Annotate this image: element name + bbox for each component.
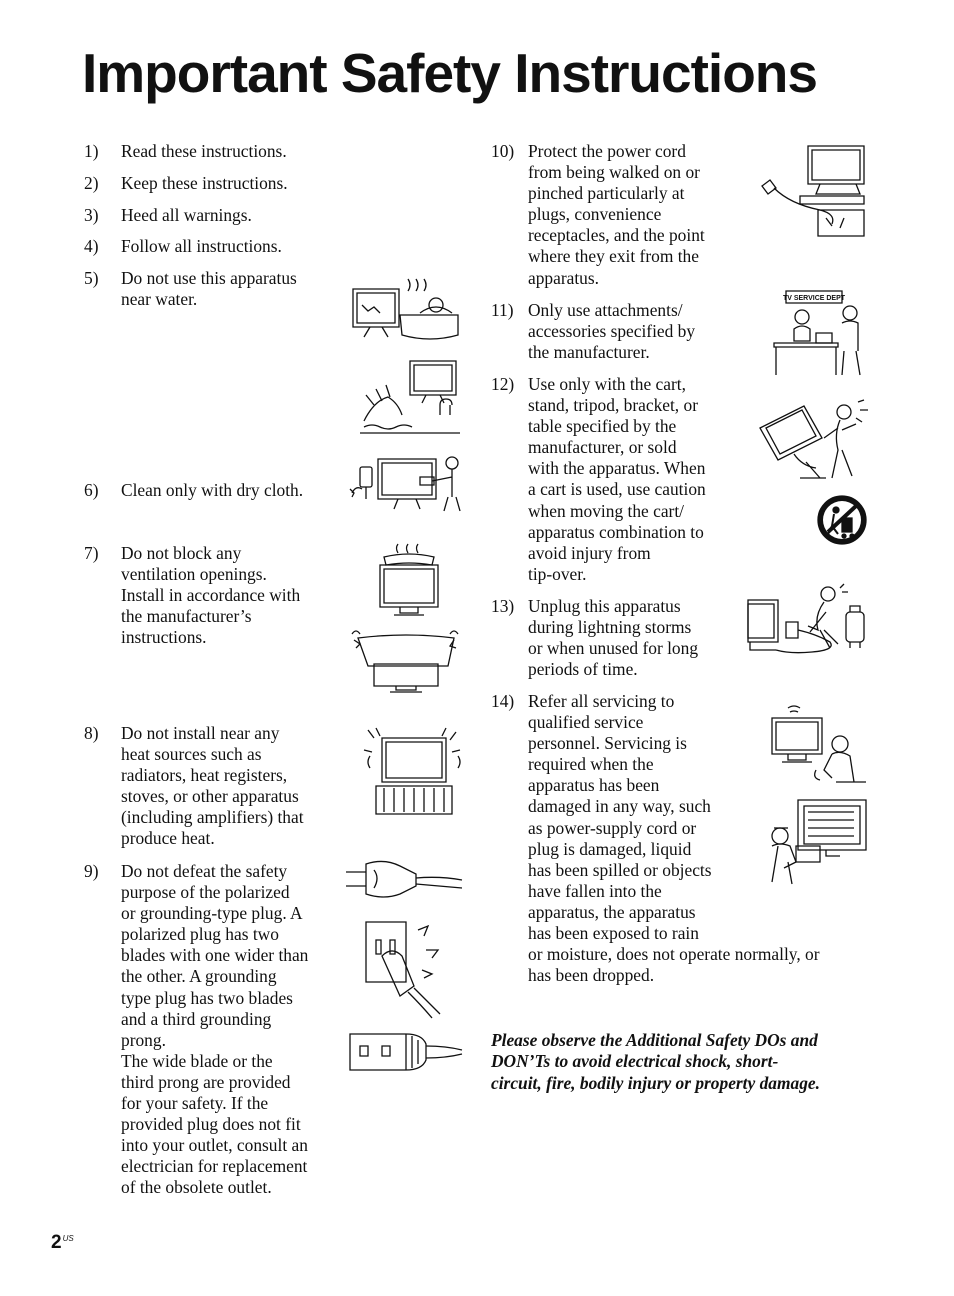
item-number: 13): [491, 596, 515, 616]
cleaning-tv-illustration: [348, 453, 462, 513]
power-cord-tv-illustration: [760, 144, 868, 238]
item-text: Clean only with dry cloth.: [121, 480, 304, 500]
item-number: 6): [84, 480, 99, 500]
item-text: Follow all instructions.: [121, 236, 282, 256]
covered-tv-illustration: [350, 626, 462, 696]
item-text: Keep these instructions.: [121, 173, 288, 193]
repair-call-illustration: [770, 704, 868, 790]
item-number: 2): [84, 173, 99, 193]
item-text: Refer all servicing to qualified service personnel. Servicing is required when the apparatus has been damaged in any way, such as power-supply cord or plug is damaged, liquid has been spilled or objects have fallen into the apparatus, the apparatus has been exposed to rain or moisture, does not operate normally, or has been dropped.: [528, 691, 820, 986]
item-text: Do not defeat the safety purpose of the polarized or grounding-type plug. A polarized plug has two blades with one wider than the other. A grounding type plug has two blades and a third grounding prong. The wide blade or the third prong are provided for your safety. If the provided plug does not fit into your outlet, consult an electrician for replacement of the obsolete outlet.: [121, 861, 309, 1198]
grounding-plug-illustration: [348, 1020, 464, 1080]
page-number: $2^{US}$: [51, 1232, 74, 1253]
item-number: 9): [84, 861, 99, 881]
service-sign-text: TV SERVICE DEPT: [782, 295, 846, 302]
unplug-tv-illustration: [746, 582, 868, 656]
page-title: Important Safety Instructions: [82, 42, 817, 104]
item-number: 8): [84, 723, 99, 743]
item-text: Protect the power cord from being walked on or pinched particularly at plugs, convenience receptacles, and the point where they exit from the apparatus.: [528, 141, 705, 288]
item-text: Do not install near any heat sources such as radiators, heat registers, stoves, or other apparatus (including amplifiers) that produce heat.: [121, 723, 304, 849]
item-number: 3): [84, 205, 99, 225]
item-number: 7): [84, 543, 99, 563]
item-number: 1): [84, 141, 99, 161]
item-number: 10): [491, 141, 515, 161]
item-number: 11): [491, 300, 514, 320]
tv-service-dept-illustration: [772, 289, 868, 377]
item-text: Use only with the cart, stand, tripod, bracket, or table specified by the manufacturer, or sold with the apparatus. When a cart is used, use caution when moving the cart/ apparatus combination to avoid injury from tip-over.: [528, 374, 706, 584]
item-number: 5): [84, 268, 99, 288]
tipping-tv-illustration: [756, 398, 868, 482]
item-text: Unplug this apparatus during lightning storms or when unused for long periods of time.: [528, 596, 699, 680]
heater-tv-illustration: [362, 726, 462, 816]
item-text: Do not block any ventilation openings. Install in accordance with the manufacturer’s instructions.: [121, 543, 301, 648]
item-text: Read these instructions.: [121, 141, 287, 161]
item-text: Do not use this apparatus near water.: [121, 268, 297, 310]
bathtub-tv-illustration: [350, 275, 462, 345]
cart-warning-icon: [816, 494, 868, 546]
outlet-plug-illustration: [362, 916, 444, 1020]
item-number: 4): [84, 236, 99, 256]
item-number: 12): [491, 374, 515, 394]
page-suffix: US: [62, 1233, 74, 1243]
service-technician-illustration: [766, 798, 868, 886]
item-text: Only use attachments/ accessories specified by the manufacturer.: [528, 300, 696, 363]
ventilation-tv-illustration: [374, 543, 444, 619]
pool-tv-illustration: [356, 355, 464, 435]
item-text: Heed all warnings.: [121, 205, 252, 225]
item-number: 14): [491, 691, 515, 711]
safety-note: Please observe the Additional Safety DOs and DON’Ts to avoid electrical shock, short- circuit, fire, bodily injury or property damage.: [491, 1030, 820, 1093]
polarized-plug-illustration: [344, 856, 464, 902]
